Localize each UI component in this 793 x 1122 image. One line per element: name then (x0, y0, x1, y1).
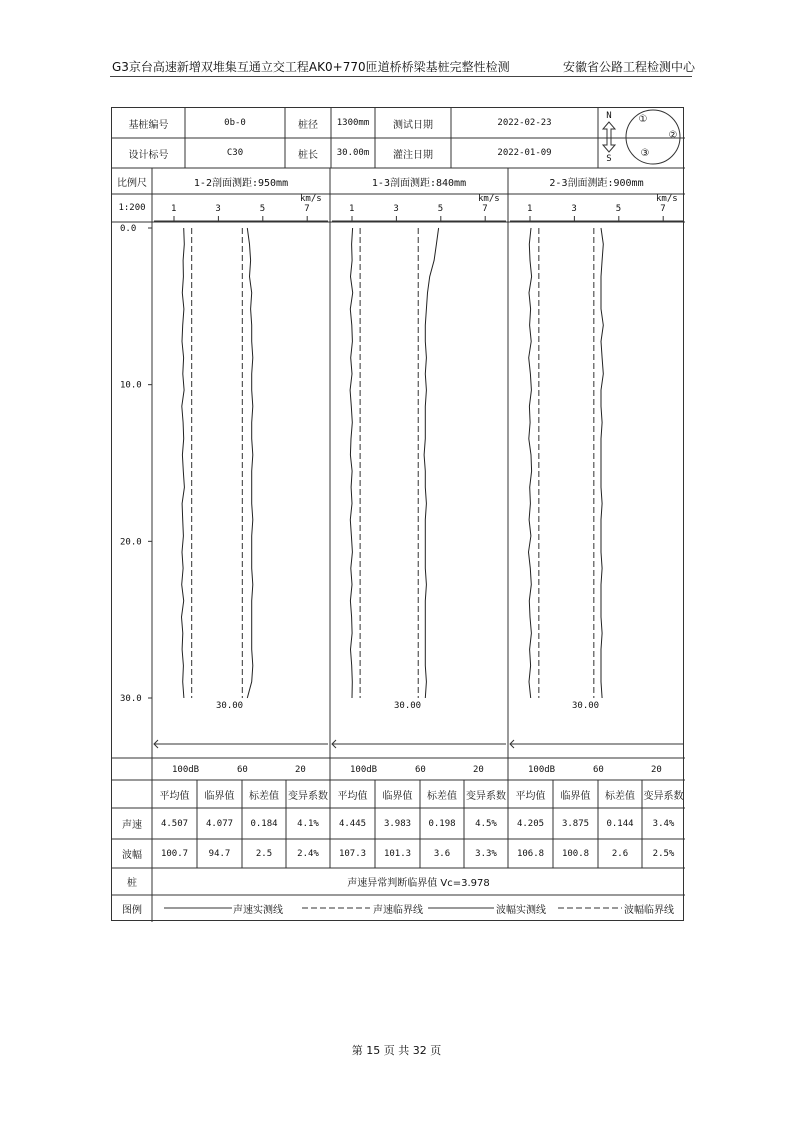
stat-value: 4.5% (475, 818, 497, 829)
velocity-measured-line (247, 228, 253, 698)
amplitude-tick-label: 20 (295, 765, 306, 775)
length-label: 桩长 (298, 149, 318, 161)
stat-value: 3.983 (383, 818, 412, 829)
header-rule (110, 76, 692, 77)
velocity-tick-label: 5 (259, 204, 266, 214)
depth-tick-label: 20.0 (120, 537, 142, 548)
length-value: 30.00m (336, 148, 370, 158)
stats-header-critical: 临界值 (204, 790, 235, 802)
legend-amplitude-critical: 波幅临界线 (624, 905, 674, 916)
velocity-tick-label: 3 (393, 204, 399, 214)
stats-header-stddev: 标差值 (427, 790, 457, 802)
pile-no-value: 0b-0 (224, 118, 246, 128)
stat-value: 4.205 (516, 818, 545, 829)
amplitude-tick-label: 20 (473, 765, 484, 775)
stats-header-critical: 临界值 (382, 790, 413, 802)
legend-velocity-critical: 声速临界线 (373, 905, 423, 916)
stat-value: 94.7 (208, 848, 231, 859)
velocity-tick-label: 1 (527, 204, 533, 214)
pour-date-label: 灌注日期 (393, 149, 433, 161)
grade-label: 设计标号 (128, 149, 169, 161)
velocity-measured-line (601, 228, 603, 698)
stat-value: 3.875 (561, 818, 590, 829)
stat-value: 2.6 (611, 848, 629, 859)
stats-header-cv: 变异系数 (643, 790, 684, 802)
amplitude-tick-label: 60 (237, 765, 248, 775)
stat-value: 3.3% (475, 848, 497, 859)
stat-value: 3.4% (652, 818, 675, 829)
stat-value: 2.5% (652, 848, 675, 859)
tube-2-label: ② (668, 129, 678, 141)
profile-2-title: 1-3剖面测距:840mm (371, 177, 467, 189)
velocity-tick-label: 5 (437, 204, 444, 214)
stat-value: 3.6 (433, 848, 451, 859)
end-depth-label: 30.00 (216, 701, 244, 711)
stat-value: 4.1% (297, 818, 319, 829)
stat-value: 100.7 (160, 848, 189, 859)
stat-value: 101.3 (383, 848, 412, 859)
stat-value: 100.8 (561, 848, 590, 859)
profile-1-title: 1-2剖面测距:950mm (193, 177, 289, 189)
scale-value: 1:200 (118, 203, 146, 213)
legend-label: 图例 (122, 905, 142, 916)
stats-header-cv: 变异系数 (466, 790, 506, 802)
depth-tick-label: 0.0 (120, 224, 137, 234)
compass-north: N (606, 111, 612, 121)
pour-date-value: 2022-01-09 (497, 148, 552, 158)
velocity-measured-line (424, 228, 439, 698)
stat-value: 4.077 (205, 818, 234, 829)
amplitude-tick-label: 100dB (350, 765, 378, 775)
velocity-tick-label: 3 (215, 204, 221, 214)
stats-header-critical: 临界值 (560, 790, 591, 802)
organization-name: 安徽省公路工程检测中心 (562, 60, 695, 74)
compass-arrow-icon (603, 122, 615, 152)
stat-value: 4.507 (160, 818, 189, 829)
end-depth-label: 30.00 (572, 701, 600, 711)
velocity-row-label: 声速 (122, 820, 142, 831)
stats-header-mean: 平均值 (337, 790, 368, 802)
amplitude-row-label: 波幅 (122, 850, 142, 861)
stat-value: 4.445 (338, 818, 367, 829)
threshold-text: 声速异常判断临界值 Vc=3.978 (347, 878, 490, 889)
test-date-label: 测试日期 (393, 119, 433, 131)
stat-value: 107.3 (338, 848, 367, 859)
tube-3-label: ③ (640, 147, 650, 159)
amplitude-tick-label: 60 (593, 765, 604, 775)
velocity-unit-label: km/s (478, 194, 500, 204)
pile-no-label: 基桩编号 (128, 119, 169, 131)
stats-header-stddev: 标差值 (249, 790, 279, 802)
stat-value: 0.198 (428, 818, 456, 829)
stats-header-mean: 平均值 (159, 790, 190, 802)
stats-header-mean: 平均值 (515, 790, 546, 802)
stat-value: 0.144 (606, 818, 634, 829)
amplitude-tick-label: 100dB (172, 765, 200, 775)
velocity-tick-label: 7 (660, 204, 666, 214)
scale-label: 比例尺 (117, 177, 147, 189)
velocity-tick-label: 1 (171, 204, 177, 214)
compass-south: S (606, 154, 612, 164)
stat-value: 106.8 (516, 848, 545, 859)
diameter-label: 桩径 (298, 119, 318, 131)
stat-value: 0.184 (250, 818, 278, 829)
legend-velocity-measured: 声速实测线 (233, 905, 283, 916)
amplitude-measured-line (529, 228, 532, 698)
stats-header-stddev: 标差值 (605, 790, 635, 802)
end-depth-label: 30.00 (394, 701, 422, 711)
velocity-tick-label: 7 (304, 204, 310, 214)
depth-tick-label: 10.0 (120, 380, 142, 391)
amplitude-tick-label: 20 (651, 765, 662, 775)
test-date-value: 2022-02-23 (497, 118, 552, 128)
stats-header-cv: 变异系数 (288, 790, 328, 802)
page-footer: 第 15 页 共 32 页 (351, 1044, 442, 1057)
grade-value: C30 (226, 148, 244, 158)
stat-value: 2.4% (297, 848, 319, 859)
report-table (111, 107, 684, 921)
velocity-tick-label: 1 (349, 204, 355, 214)
profile-3-title: 2-3剖面测距:900mm (549, 177, 644, 189)
pile-row-label: 桩 (127, 878, 137, 889)
diameter-value: 1300mm (336, 118, 370, 128)
velocity-tick-label: 5 (615, 204, 622, 214)
amplitude-tick-label: 60 (415, 765, 426, 775)
amplitude-measured-line (350, 228, 353, 698)
legend-amplitude-measured: 波幅实测线 (496, 905, 546, 916)
velocity-tick-label: 3 (571, 204, 577, 214)
project-title: G3京台高速新增双堆集互通立交工程AK0+770匝道桥桥梁基桩完整性检测 (112, 60, 510, 74)
velocity-tick-label: 7 (482, 204, 488, 214)
velocity-unit-label: km/s (300, 194, 322, 204)
amplitude-tick-label: 100dB (528, 765, 556, 775)
tube-1-label: ① (638, 113, 648, 125)
stat-value: 2.5 (255, 848, 273, 859)
amplitude-measured-line (182, 228, 185, 698)
velocity-unit-label: km/s (656, 194, 678, 204)
depth-tick-label: 30.0 (120, 694, 142, 704)
